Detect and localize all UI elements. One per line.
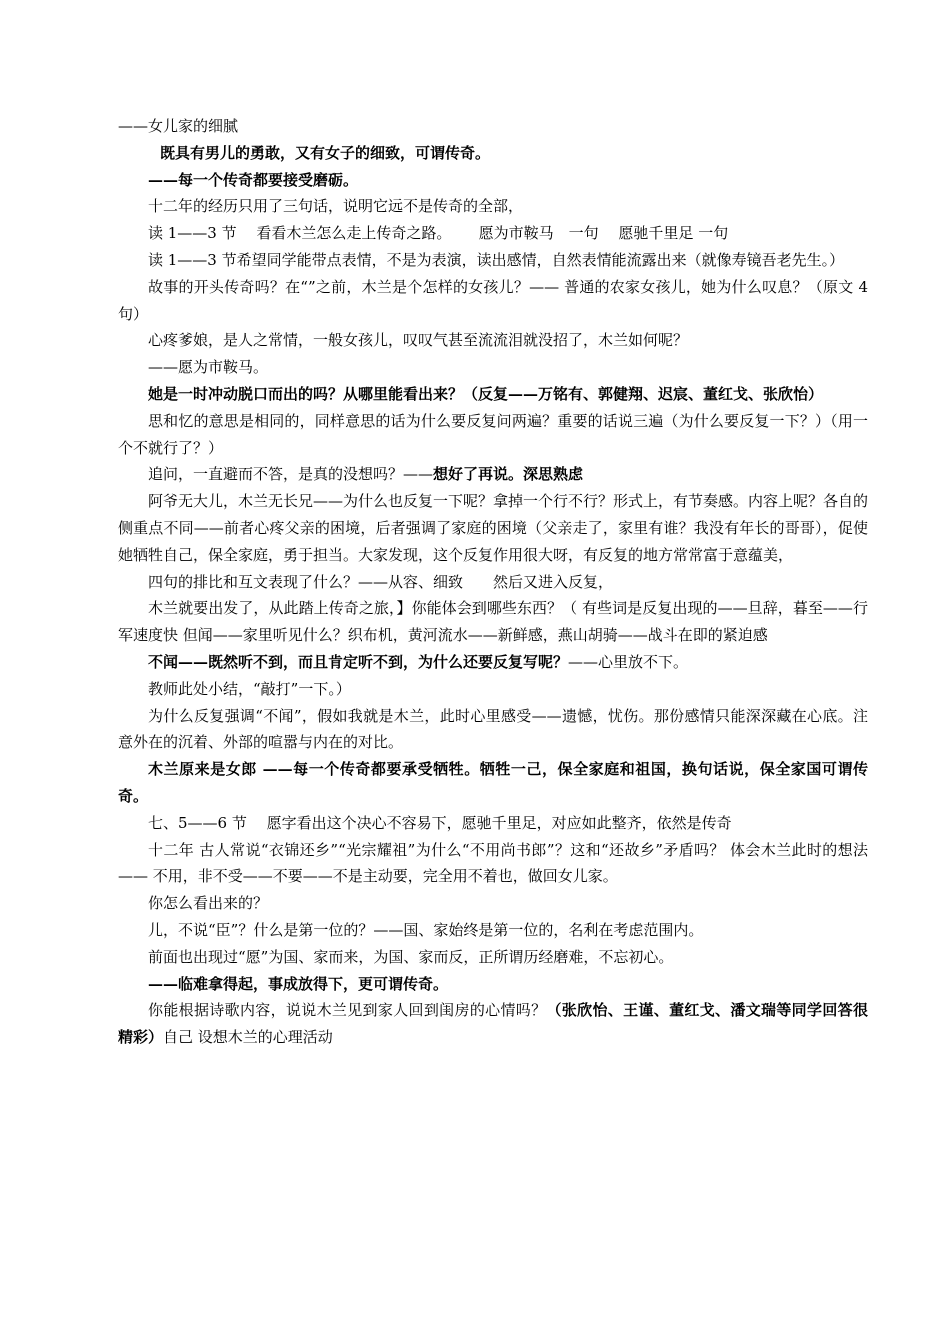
text-run: ——愿为市鞍马。 [148, 358, 269, 377]
paragraph [118, 408, 868, 462]
text-run: 前面也出现过“愿”为国、家而来，为国、家而反，正所谓历经磨难，不忘初心。 [148, 947, 674, 966]
text-run: ——心里放不下。 [568, 652, 689, 671]
text-run: 七、5——6 节 愿字看出这个决心不容易下，愿驰千里足，对应如此整齐，依然是传奇 [148, 813, 732, 832]
paragraph [118, 327, 868, 354]
paragraph [118, 461, 868, 488]
paragraph [118, 193, 868, 220]
paragraph [118, 140, 868, 167]
bold-text: （张欣怡、王谨、董红戈、潘文瑞等同学回答很精彩） [118, 1001, 868, 1047]
text-run: ——女儿家的细腻 [118, 117, 239, 135]
paragraph [118, 354, 868, 381]
paragraph [118, 381, 868, 408]
paragraph [118, 569, 868, 596]
text-run: 木兰就要出发了，从此踏上传奇之旅，】你能体会到哪些东西？（ 有些词是反复出现的——旦辞，暮至——行军速度快 但闻——家里听见什么？织布机，黄河流水——新鲜感，燕山胡骑——战斗在即的紧迫感 [118, 599, 868, 645]
text-run: 你怎么看出来的？ [148, 894, 269, 913]
text-run: 思和忆的意思是相同的，同样意思的话为什么要反复问两遍？重要的话说三遍（为什么要反复一下？）（用一个不就行了？） [118, 411, 868, 457]
bold-text: 木兰原来是女郎 ——每一个传奇都要承受牺牲。牺牲一己，保全家庭和祖国，换句话说，保全家国可谓传奇。 [118, 760, 868, 805]
paragraph [118, 676, 868, 703]
text-run: 心疼爹娘，是人之常情，一般女孩儿，叹叹气甚至流流泪就没招了，木兰如何呢？ [148, 331, 689, 350]
text-run: 十二年的经历只用了三句话，说明它远不是传奇的全部， [148, 197, 524, 216]
text-run: 自己 设想木兰的心理活动 [163, 1028, 333, 1047]
paragraph [118, 220, 868, 247]
text-run: 儿，不说“臣”？什么是第一位的？——国、家始终是第一位的，名利在考虑范围内。 [148, 920, 704, 939]
paragraph [118, 971, 868, 998]
text-run: 十二年 古人常说“衣锦还乡”“光宗耀祖”为什么“不用尚书郎”？这和“还故乡”矛盾吗？ 体会木兰此时的想法—— 不用，非不受——不要——不是主动要，完全用不着也，做回女儿家。 [118, 840, 868, 886]
paragraph [118, 837, 868, 891]
paragraph [118, 917, 868, 944]
bold-text: 想好了再说。深思熟虑 [433, 465, 584, 484]
text-run: 教师此处小结，“敲打”一下。） [148, 679, 351, 698]
paragraph [118, 113, 868, 140]
bold-text: 既具有男儿的勇敢，又有女子的细致，可谓传奇。 [160, 143, 491, 162]
paragraph [118, 167, 868, 194]
paragraph [118, 274, 868, 328]
text-run: 你能根据诗歌内容，说说木兰见到家人回到闺房的心情吗？ [148, 1001, 547, 1020]
paragraph [118, 247, 868, 274]
paragraph [118, 703, 868, 757]
text-run: 追问，一直避而不答，是真的没想吗？—— [148, 465, 434, 484]
paragraph [118, 890, 868, 917]
paragraph [118, 595, 868, 649]
text-run: 故事的开头传奇吗？在“”之前，木兰是个怎样的女孩儿？—— 普通的农家女孩儿，她为什么叹息？（原文 4 句） [118, 277, 868, 323]
paragraph [118, 649, 868, 676]
text-run: 阿爷无大儿，木兰无长兄——为什么也反复一下呢？拿掉一个行不行？形式上，有节奏感。内容上呢？各自的侧重点不同——前者心疼父亲的困境，后者强调了家庭的困境（父亲走了，家里有谁？我没有年长的哥哥），促使她牺牲自己，保全家庭，勇于担当。大家发现，这个反复作用很大呀，有反复的地方常常富于意蕴美， [118, 492, 869, 564]
bold-text: ——临难拿得起，事成放得下，更可谓传奇。 [148, 974, 449, 993]
text-run: 读 1——3 节 看看木兰怎么走上传奇之路。 愿为市鞍马 一句 愿驰千里足 一句 [148, 224, 729, 243]
bold-text: ——每一个传奇都要接受磨砺。 [148, 170, 359, 189]
text-run: 四句的排比和互文表现了什么？——从容、细致 然后又进入反复， [148, 572, 614, 591]
bold-text: 她是一时冲动脱口而出的吗？从哪里能看出来？（反复——万铭有、郭健翔、迟宸、董红戈、张欣怡） [148, 384, 824, 403]
text-run: 为什么反复强调“不闻”，假如我就是木兰，此时心里感受——遗憾，忧伤。那份感情只能深深藏在心底。注意外在的沉着、外部的喧嚣与内在的对比。 [118, 706, 868, 752]
document-body [118, 113, 868, 1051]
paragraph [118, 810, 868, 837]
paragraph [118, 488, 868, 568]
bold-text: 不闻——既然听不到，而且肯定听不到，为什么还要反复写呢？ [148, 652, 569, 671]
text-run: 读 1——3 节希望同学能带点表情，不是为表演，读出感情，自然表情能流露出来（就像寿镜吾老先生。） [148, 250, 845, 269]
paragraph [118, 997, 868, 1051]
paragraph [118, 756, 868, 810]
paragraph [118, 944, 868, 971]
